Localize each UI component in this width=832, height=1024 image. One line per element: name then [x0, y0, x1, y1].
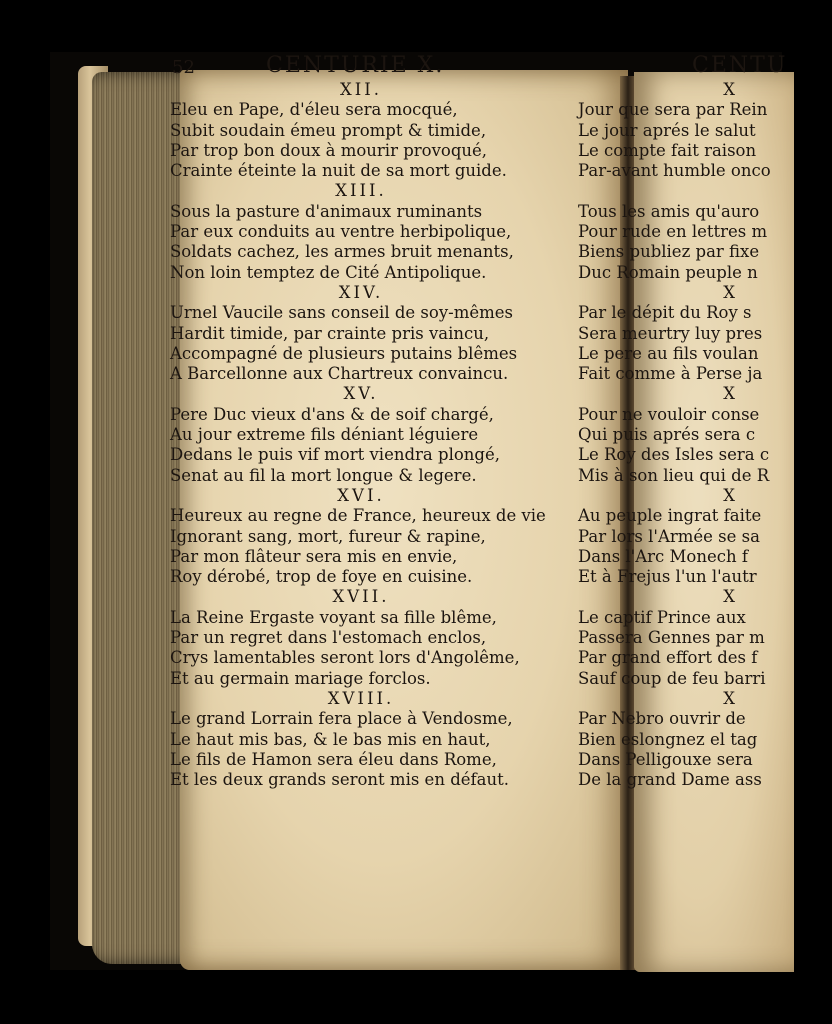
quatrain-numeral: XIII. [335, 181, 387, 201]
verse-line: Soldats cachez, les armes bruit menants, [170, 242, 514, 262]
right-page-text [578, 53, 788, 790]
verse-line: Urnel Vaucile sans conseil de soy-mêmes [170, 303, 514, 323]
verse-line: Pour rude en lettres m [578, 222, 768, 242]
verse-line: Par grand effort des f [578, 648, 758, 668]
verse-line: Senat au fil la mort longue & legere. [170, 465, 477, 485]
verse-line: Sauf coup de feu barri [578, 668, 766, 688]
verse-line: Biens publiez par fixe [578, 242, 760, 262]
verse-line: Par Nebro ouvrir de [578, 709, 746, 729]
verse-line: Passera Gennes par m [578, 628, 765, 648]
verse-line: Le grand Lorrain fera place à Vendosme, [170, 709, 513, 729]
quatrain-numeral: XIV. [338, 282, 384, 302]
verse-line: Et à Frejus l'un l'autr [578, 567, 757, 587]
verse-line: Le captif Prince aux [578, 607, 746, 627]
page-number: 52 [172, 57, 195, 78]
verse-line: La Reine Ergaste voyant sa fille blême, [170, 607, 497, 627]
verse-line: Le compte fait raison [578, 140, 757, 160]
left-page-header [170, 53, 580, 80]
verse-line: Le haut mis bas, & le bas mis en haut, [170, 729, 491, 749]
verse-line: Accompagné de plusieurs putains blêmes [170, 343, 518, 363]
quatrain-numeral: X [723, 384, 738, 404]
verse-line: Par-avant humble onco [578, 161, 771, 181]
verse-line: Subit soudain émeu prompt & timide, [170, 120, 487, 140]
verse-line: Par lors l'Armée se sa [578, 526, 760, 546]
quatrain-numeral: XVI. [337, 485, 385, 505]
verse-line: Ignorant sang, mort, fureur & rapine, [170, 526, 486, 546]
verse-line: Et au germain mariage forclos. [170, 668, 431, 688]
quatrain-numeral: X [723, 80, 738, 99]
verse-line: Le jour aprés le salut [578, 120, 756, 140]
left-page-text [170, 53, 580, 790]
running-title: CENTU [692, 53, 788, 78]
verse-line: Et les deux grands seront mis en défaut. [170, 770, 509, 790]
verse-line: A Barcellonne aux Chartreux convaincu. [170, 364, 509, 384]
verse-line: Par eux conduits au ventre herbipolique, [170, 222, 512, 242]
verse-line: Sera meurtry luy pres [578, 323, 763, 343]
verse-line: Dans Pelligouxe sera [578, 749, 753, 769]
quatrain-numeral [578, 181, 738, 201]
verse-line: Le fils de Hamon sera éleu dans Rome, [170, 749, 497, 769]
verse-line: Au peuple ingrat faite [578, 506, 762, 526]
quatrain-numeral: XII. [339, 80, 383, 99]
verse-line: Jour que sera par Rein [578, 100, 768, 120]
verse-line: Au jour extreme fils déniant léguiere [170, 425, 479, 445]
verse-line: Mis à son lieu qui de R [578, 465, 770, 485]
right-page-header [578, 53, 788, 80]
verse-line: Pour ne vouloir conse [578, 404, 760, 424]
quatrain-numeral: XV. [343, 384, 379, 404]
verse-line: Crainte éteinte la nuit de sa mort guide. [170, 161, 507, 181]
quatrain-numeral: X [723, 587, 738, 607]
verse-line: Duc Romain peuple n [578, 262, 758, 282]
quatrain-numeral: XVII. [332, 587, 390, 607]
verse-line: Bien eslongnez el tag [578, 729, 758, 749]
quatrain-numeral: XVIII. [327, 688, 395, 708]
verse-line: Sous la pasture d'animaux ruminants [170, 201, 483, 221]
verse-line: Crys lamentables seront lors d'Angolême, [170, 648, 520, 668]
quatrain-numeral: X [723, 688, 738, 708]
verse-line: Fait comme à Perse ja [578, 364, 763, 384]
quatrain-numeral: X [723, 282, 738, 302]
verse-line: Par un regret dans l'estomach enclos, [170, 628, 487, 648]
verse-line: De la grand Dame ass [578, 770, 762, 790]
verse-line: Non loin temptez de Cité Antipolique. [170, 262, 487, 282]
verse-line: Le pere au fils voulan [578, 343, 759, 363]
quatrain-numeral: X [723, 485, 738, 505]
verse-line: Le Roy des Isles sera c [578, 445, 770, 465]
verse-line: Par mon flâteur sera mis en envie, [170, 546, 458, 566]
verse-line: Tous les amis qu'auro [578, 201, 760, 221]
verse-line: Par trop bon doux à mourir provoqué, [170, 140, 488, 160]
verse-line: Eleu en Pape, d'éleu sera mocqué, [170, 100, 458, 120]
verse-line: Dans l'Arc Monech f [578, 546, 748, 566]
verse-line: Dedans le puis vif mort viendra plongé, [170, 445, 500, 465]
verse-line: Qui puis aprés sera c [578, 425, 756, 445]
verse-line: Heureux au regne de France, heureux de vie [170, 506, 546, 526]
verse-line: Hardit timide, par crainte pris vaincu, [170, 323, 490, 343]
running-title: CENTURIE X. [266, 53, 445, 78]
verse-line: Par le dépit du Roy s [578, 303, 752, 323]
verse-line: Roy dérobé, trop de foye en cuisine. [170, 567, 473, 587]
verse-line: Pere Duc vieux d'ans & de soif chargé, [170, 404, 494, 424]
